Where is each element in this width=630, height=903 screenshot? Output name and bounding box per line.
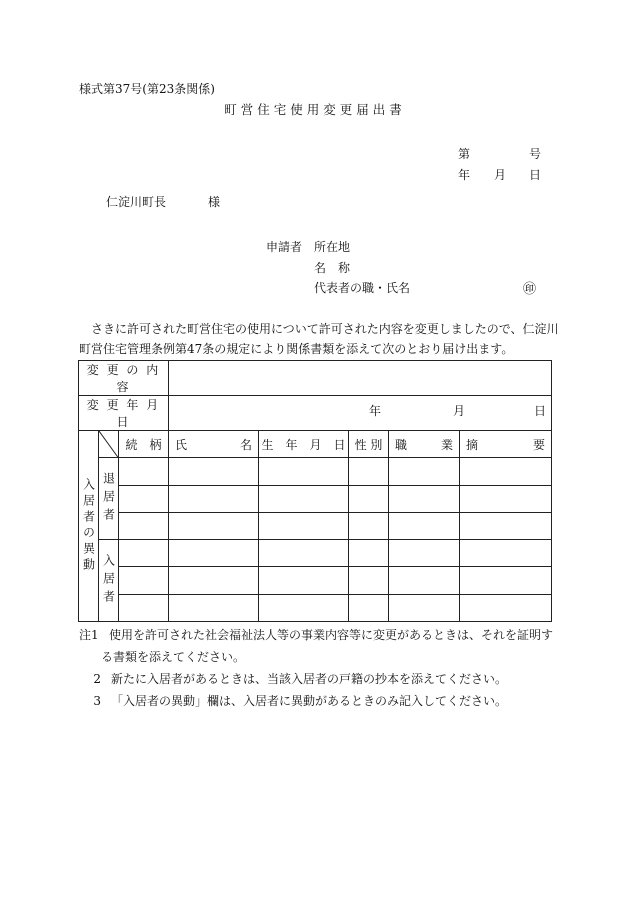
note-3-number: 3 (93, 694, 101, 708)
in-row1-name[interactable] (169, 540, 259, 567)
movement-group-text: 入居者の異動 (81, 478, 96, 575)
out-row1-sex[interactable] (349, 458, 389, 485)
applicant-address-label: 所在地 (314, 240, 351, 254)
col-sex: 性 別 (349, 431, 389, 458)
out-row2-sex[interactable] (349, 485, 389, 512)
date-month: 月 (494, 168, 507, 182)
applicant-name-label: 名 称 (314, 261, 351, 275)
note-1-number: 注1 (79, 628, 99, 642)
note-2-text: 新たに入居者があるときは、当該入居者の戸籍の抄本を添えてください。 (111, 672, 508, 686)
col-name (169, 431, 259, 458)
out-row3-job[interactable] (389, 512, 460, 539)
in-row1-birth[interactable] (259, 540, 349, 567)
change-table (78, 360, 552, 622)
out-row1-remarks[interactable] (460, 458, 552, 485)
applicant-rep-label: 代表者の職・氏名 (314, 281, 411, 295)
in-row1-job[interactable] (389, 540, 460, 567)
recipient-name: 仁淀川町長 (106, 195, 167, 209)
col-job-last: 業 (440, 437, 453, 452)
col-job (389, 431, 460, 458)
seal-mark: ㊞ (523, 282, 537, 297)
out-row2-remarks[interactable] (460, 485, 552, 512)
out-row3-relation[interactable] (119, 512, 169, 539)
out-row3-remarks[interactable] (460, 512, 552, 539)
date-day: 日 (529, 168, 542, 182)
out-row3-birth[interactable] (259, 512, 349, 539)
form-number: 様式第37号(第23条関係) (79, 82, 215, 96)
out-row1-relation[interactable] (119, 458, 169, 485)
in-row2-relation[interactable] (119, 567, 169, 594)
col-remarks (460, 431, 552, 458)
out-row1-job[interactable] (389, 458, 460, 485)
body-text-line1: さきに許可された町営住宅の使用について許可された内容を変更しましたので、仁淀川 (91, 322, 559, 336)
in-label-text: 入居者 (101, 553, 116, 608)
in-row2-remarks[interactable] (460, 567, 552, 594)
change-date-label: 変 更 年 月 日 (79, 396, 169, 431)
in-row3-job[interactable] (389, 594, 460, 621)
out-row2-name[interactable] (169, 485, 259, 512)
in-row3-name[interactable] (169, 594, 259, 621)
col-birthdate: 生 年 月 日 (259, 431, 349, 458)
in-row2-name[interactable] (169, 567, 259, 594)
change-date-year: 年 (369, 404, 382, 418)
note-3-text: 「入居者の異動」欄は、入居者に異動があるときのみ記入してください。 (111, 694, 508, 708)
date-year: 年 (458, 168, 471, 182)
note-1 (79, 624, 559, 646)
col-relation: 続 柄 (119, 431, 169, 458)
applicant-role: 申請者 (266, 240, 303, 254)
diagonal-line-icon (99, 431, 118, 457)
note-1-cont (79, 646, 559, 668)
note-1-cont-number (79, 646, 101, 668)
out-row2-job[interactable] (389, 485, 460, 512)
note-1-text: 使用を許可された社会福祉法人等の事業内容等に変更があるときは、それを証明す (109, 628, 554, 642)
col-remarks-first: 摘 (466, 437, 479, 452)
out-row2-relation[interactable] (119, 485, 169, 512)
col-name-last: 名 (239, 437, 252, 452)
change-date-month: 月 (453, 404, 466, 418)
in-label (99, 540, 119, 622)
in-row3-sex[interactable] (349, 594, 389, 621)
col-remarks-last: 要 (533, 437, 546, 452)
out-row2-birth[interactable] (259, 485, 349, 512)
note-2 (79, 668, 559, 690)
in-row2-birth[interactable] (259, 567, 349, 594)
col-name-first: 氏 (175, 437, 188, 452)
out-row1-name[interactable] (169, 458, 259, 485)
change-date-field[interactable] (169, 396, 552, 431)
document-title: 町営住宅使用変更届出書 (224, 102, 406, 117)
out-row3-sex[interactable] (349, 512, 389, 539)
recipient-honorific: 様 (208, 195, 221, 209)
out-row3-name[interactable] (169, 512, 259, 539)
change-content-field[interactable] (169, 361, 552, 396)
in-row1-relation[interactable] (119, 540, 169, 567)
in-row2-job[interactable] (389, 567, 460, 594)
in-row3-relation[interactable] (119, 594, 169, 621)
note-3 (79, 690, 559, 712)
diagonal-cell (99, 431, 119, 458)
change-content-label: 変 更 の 内 容 (79, 361, 169, 396)
in-row2-sex[interactable] (349, 567, 389, 594)
number-suffix: 号 (529, 147, 542, 161)
in-row3-birth[interactable] (259, 594, 349, 621)
in-row1-remarks[interactable] (460, 540, 552, 567)
note-2-number: 2 (93, 672, 101, 686)
body-text-line2: 町営住宅管理条例第47条の規定により関係書類を添えて次のとおり届け出ます。 (79, 342, 514, 356)
in-row1-sex[interactable] (349, 540, 389, 567)
col-job-first: 職 (395, 437, 408, 452)
in-row3-remarks[interactable] (460, 594, 552, 621)
out-row1-birth[interactable] (259, 458, 349, 485)
note-1-cont-text: る書類を添えてください。 (101, 650, 246, 664)
change-date-day: 日 (534, 404, 547, 418)
movement-group-label (79, 431, 99, 622)
notes-section (79, 624, 559, 712)
out-label-text: 退居者 (101, 471, 116, 526)
out-label (99, 458, 119, 540)
number-prefix: 第 (458, 147, 471, 161)
